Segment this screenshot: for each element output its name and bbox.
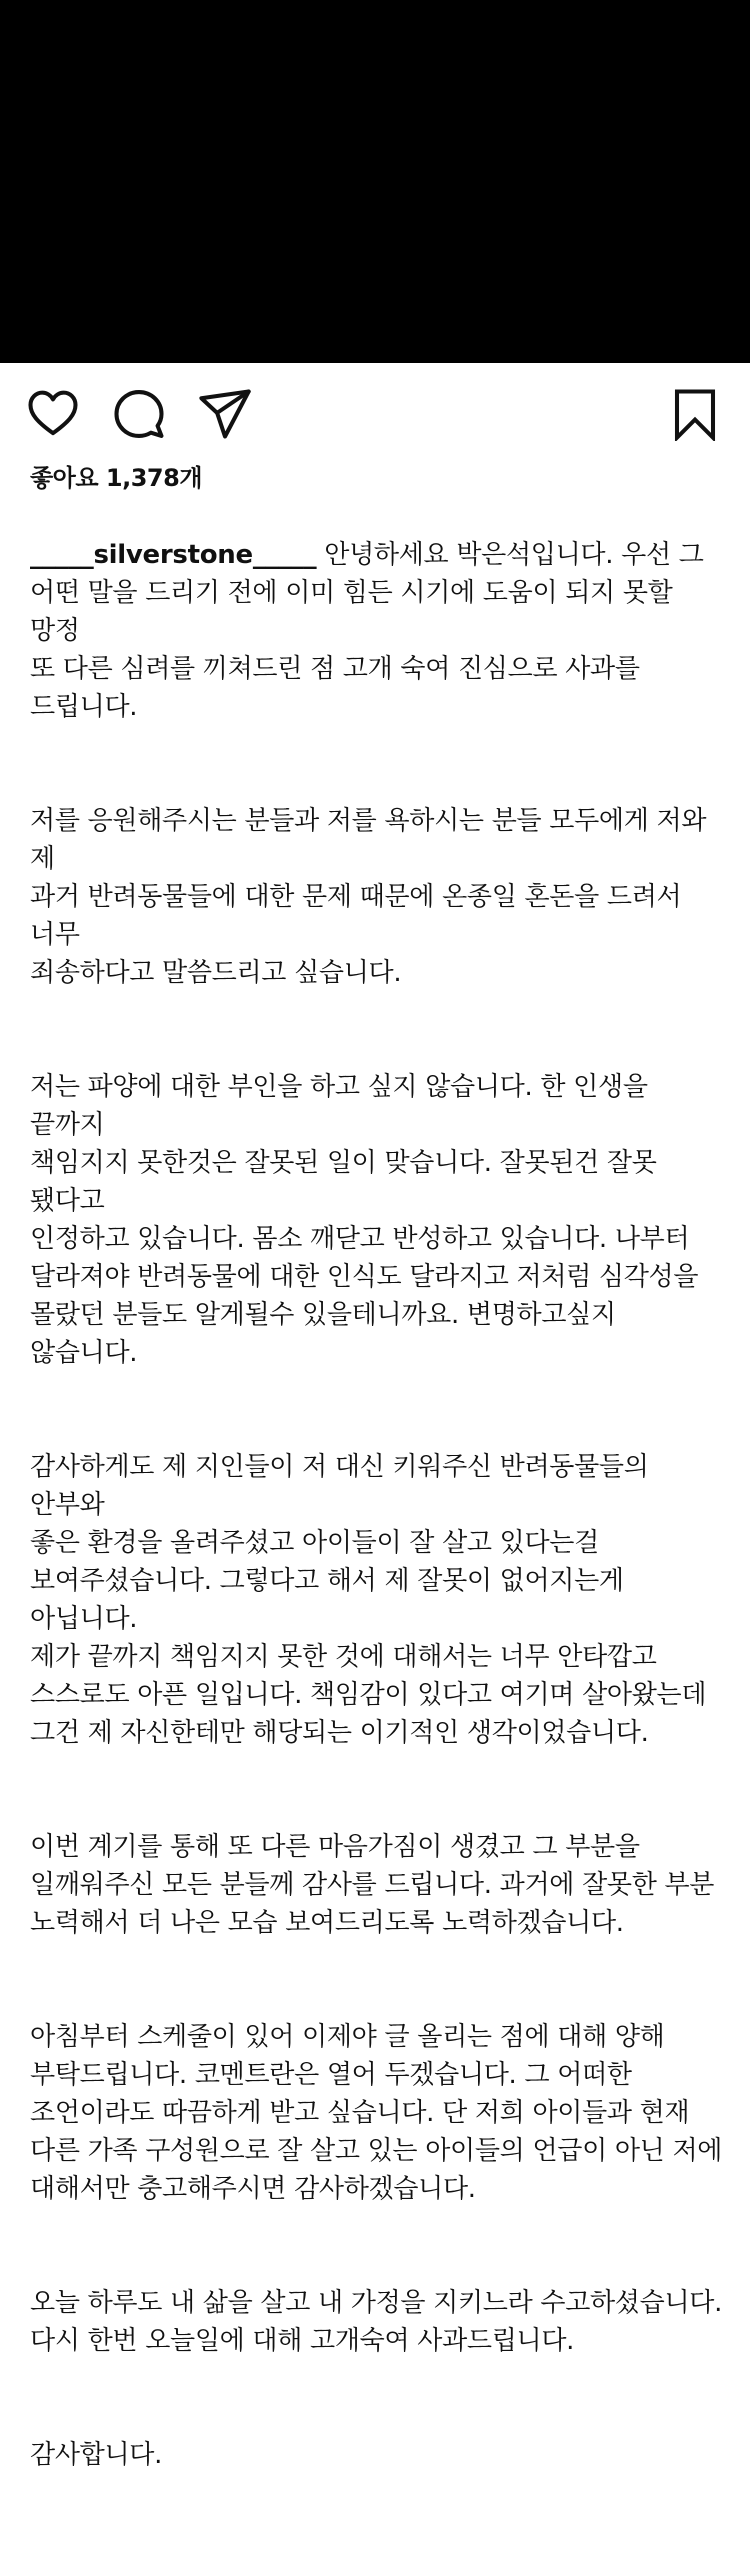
caption-paragraph: 감사하게도 제 지인들이 저 대신 키워주신 반려동물들의 안부와 좋은 환경을 올려주셨고 아이들이 잘 살고 있다는걸 보여주셨습니다. 그렇다고 해서 제 잘못이 없어지는게 아닙니다. 제가 끝까지 책임지지 못한 것에 대해서는 너무 안타깝고 스스로도 아픈 일입니다. 책임감이 있다고 여기며 살아왔는데 그건 제 자신한테만 해당되는 이기적인 생각이었습니다.: [30, 1452, 707, 1748]
post-action-bar: [0, 363, 750, 453]
caption-paragraph: 오늘 하루도 내 삶을 살고 내 가정을 지키느라 수고하셨습니다. 다시 한번 오늘일에 대해 고개숙여 사과드립니다.: [30, 2288, 723, 2356]
bookmark-icon: [668, 387, 722, 441]
post-media-image[interactable]: [0, 0, 750, 363]
comment-bubble-icon: [112, 387, 166, 441]
like-button[interactable]: [26, 387, 80, 441]
comment-button[interactable]: [112, 387, 166, 441]
caption-paragraph: 아침부터 스케줄이 있어 이제야 글 올리는 점에 대해 양해 부탁드립니다. 코멘트란은 열어 두겠습니다. 그 어떠한 조언이라도 따끔하게 받고 싶습니다. 단 저희 아이들과 현재 다른 가족 구성원으로 잘 살고 있는 아이들의 언급이 아닌 저에 대해서만 충고해주시면 감사하겠습니다.: [30, 2022, 723, 2204]
author-username[interactable]: _____silverstone_____: [30, 540, 317, 570]
caption-paragraph: 저를 응원해주시는 분들과 저를 욕하시는 분들 모두에게 저와 제 과거 반려동물들에 대한 문제 때문에 온종일 혼돈을 드려서 너무 죄송하다고 말씀드리고 싶습니다.: [30, 806, 707, 988]
caption-paragraph: 저는 파양에 대한 부인을 하고 싶지 않습니다. 한 인생을 끝까지 책임지지 못한것은 잘못된 일이 맞습니다. 잘못된건 잘못 됐다고 인정하고 있습니다. 몸소 깨닫고 반성하고 있습니다. 나부터 달라져야 반려동물에 대한 인식도 달라지고 저처럼 심각성을 몰랐던 분들도 알게될수 있을테니까요. 변명하고싶지 않습니다.: [30, 1072, 699, 1368]
caption-paragraph: [30, 536, 726, 726]
share-button[interactable]: [198, 387, 252, 441]
caption-text: 안녕하세요 박은석입니다. 우선 그 어떤 말을 드리기 전에 이미 힘든 시기에 도움이 되지 못할 망정 또 다른 심려를 끼쳐드린 점 고개 숙여 진심으로 사과를 드립니다.: [30, 540, 704, 722]
paper-plane-icon: [198, 387, 252, 441]
likes-count[interactable]: 좋아요 1,378개: [30, 464, 203, 492]
post-caption: [30, 498, 726, 2550]
save-button[interactable]: [668, 387, 722, 441]
caption-paragraph: 이번 계기를 통해 또 다른 마음가짐이 생겼고 그 부분을 일깨워주신 모든 분들께 감사를 드립니다. 과거에 잘못한 부분 노력해서 더 나은 모습 보여드리도록 노력하겠습니다.: [30, 1832, 715, 1938]
caption-paragraph: 감사합니다.: [30, 2440, 163, 2470]
heart-icon: [26, 387, 80, 441]
